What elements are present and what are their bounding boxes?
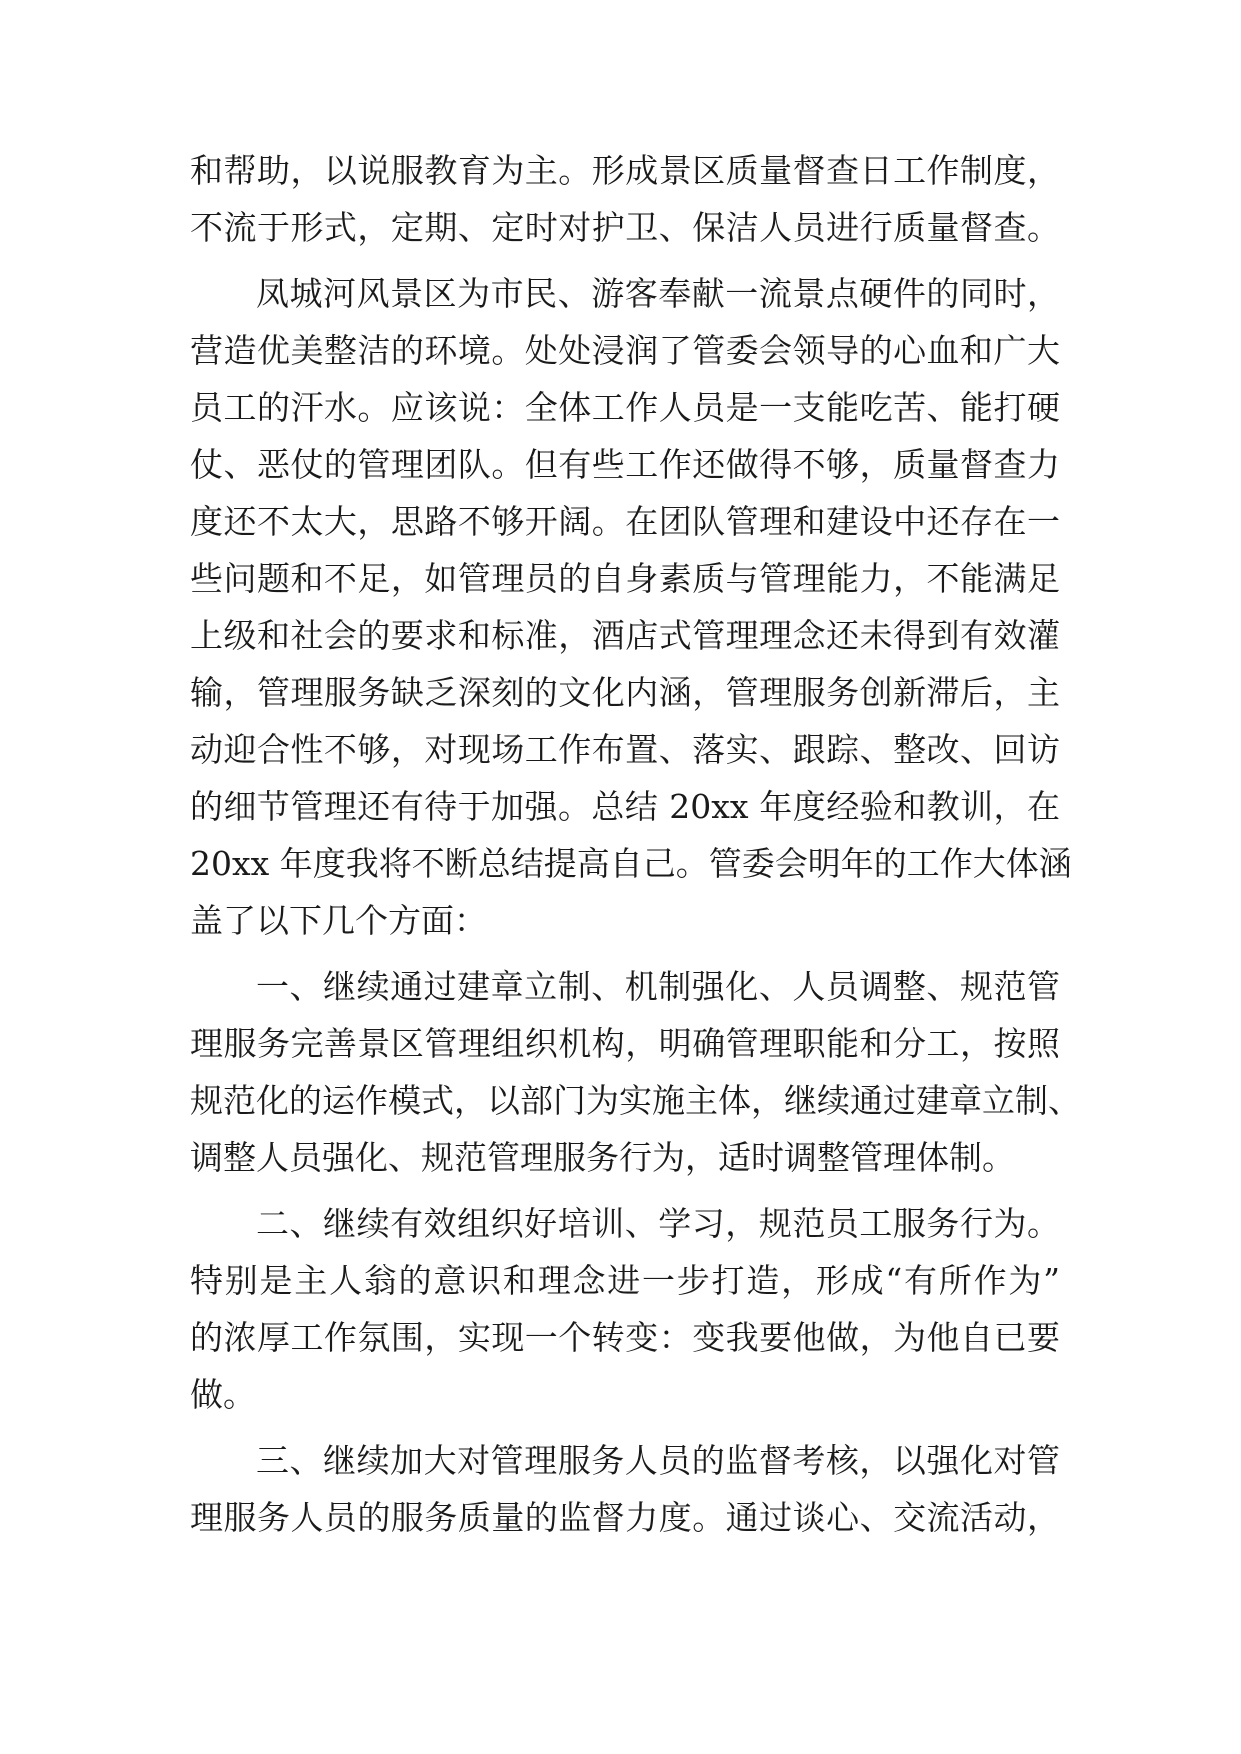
text-line: 和帮助，以说服教育为主。形成景区质量督查日工作制度， xyxy=(190,151,1060,190)
text-line: 度还不太大，思路不够开阔。在团队管理和建设中还存在一 xyxy=(190,502,1060,541)
text-line: 20xx 年度我将不断总结提高自己。管委会明年的工作大体涵 xyxy=(190,844,1072,883)
text-line: 盖了以下几个方面： xyxy=(190,901,487,940)
text-line: 规范化的运作模式，以部门为实施主体，继续通过建章立制、 xyxy=(190,1081,1081,1120)
text-line: 理服务人员的服务质量的监督力度。通过谈心、交流活动， xyxy=(190,1498,1060,1537)
text-line: 些问题和不足，如管理员的自身素质与管理能力，不能满足 xyxy=(190,559,1060,598)
text-line: 调整人员强化、规范管理服务行为，适时调整管理体制。 xyxy=(190,1138,1015,1177)
text-line: 凤城河风景区为市民、游客奉献一流景点硬件的同时， xyxy=(256,274,1060,313)
text-line: 输，管理服务缺乏深刻的文化内涵，管理服务创新滞后，主 xyxy=(190,673,1060,712)
text-line: 员工的汗水。应该说：全体工作人员是一支能吃苦、能打硬 xyxy=(190,388,1060,427)
text-line: 二、继续有效组织好培训、学习，规范员工服务行为。 xyxy=(256,1204,1060,1243)
text-line: 的细节管理还有待于加强。总结 20xx 年度经验和教训，在 xyxy=(190,787,1060,826)
text-line: 仗、恶仗的管理团队。但有些工作还做得不够，质量督查力 xyxy=(190,445,1060,484)
text-line: 理服务完善景区管理组织机构，明确管理职能和分工，按照 xyxy=(190,1024,1060,1063)
text-line: 上级和社会的要求和标准，酒店式管理理念还未得到有效灌 xyxy=(190,616,1060,655)
text-line: 不流于形式，定期、定时对护卫、保洁人员进行质量督查。 xyxy=(190,208,1060,247)
text-line: 做。 xyxy=(190,1375,256,1414)
text-line: 一、继续通过建章立制、机制强化、人员调整、规范管 xyxy=(256,967,1060,1006)
text-line: 营造优美整洁的环境。处处浸润了管委会领导的心血和广大 xyxy=(190,331,1060,370)
text-line: 三、继续加大对管理服务人员的监督考核，以强化对管 xyxy=(256,1441,1060,1480)
text-line: 动迎合性不够，对现场工作布置、落实、跟踪、整改、回访 xyxy=(190,730,1060,769)
text-line: 特别是主人翁的意识和理念进一步打造，形成“有所作为” xyxy=(190,1261,1060,1300)
text-line: 的浓厚工作氛围，实现一个转变：变我要他做，为他自已要 xyxy=(190,1318,1060,1357)
